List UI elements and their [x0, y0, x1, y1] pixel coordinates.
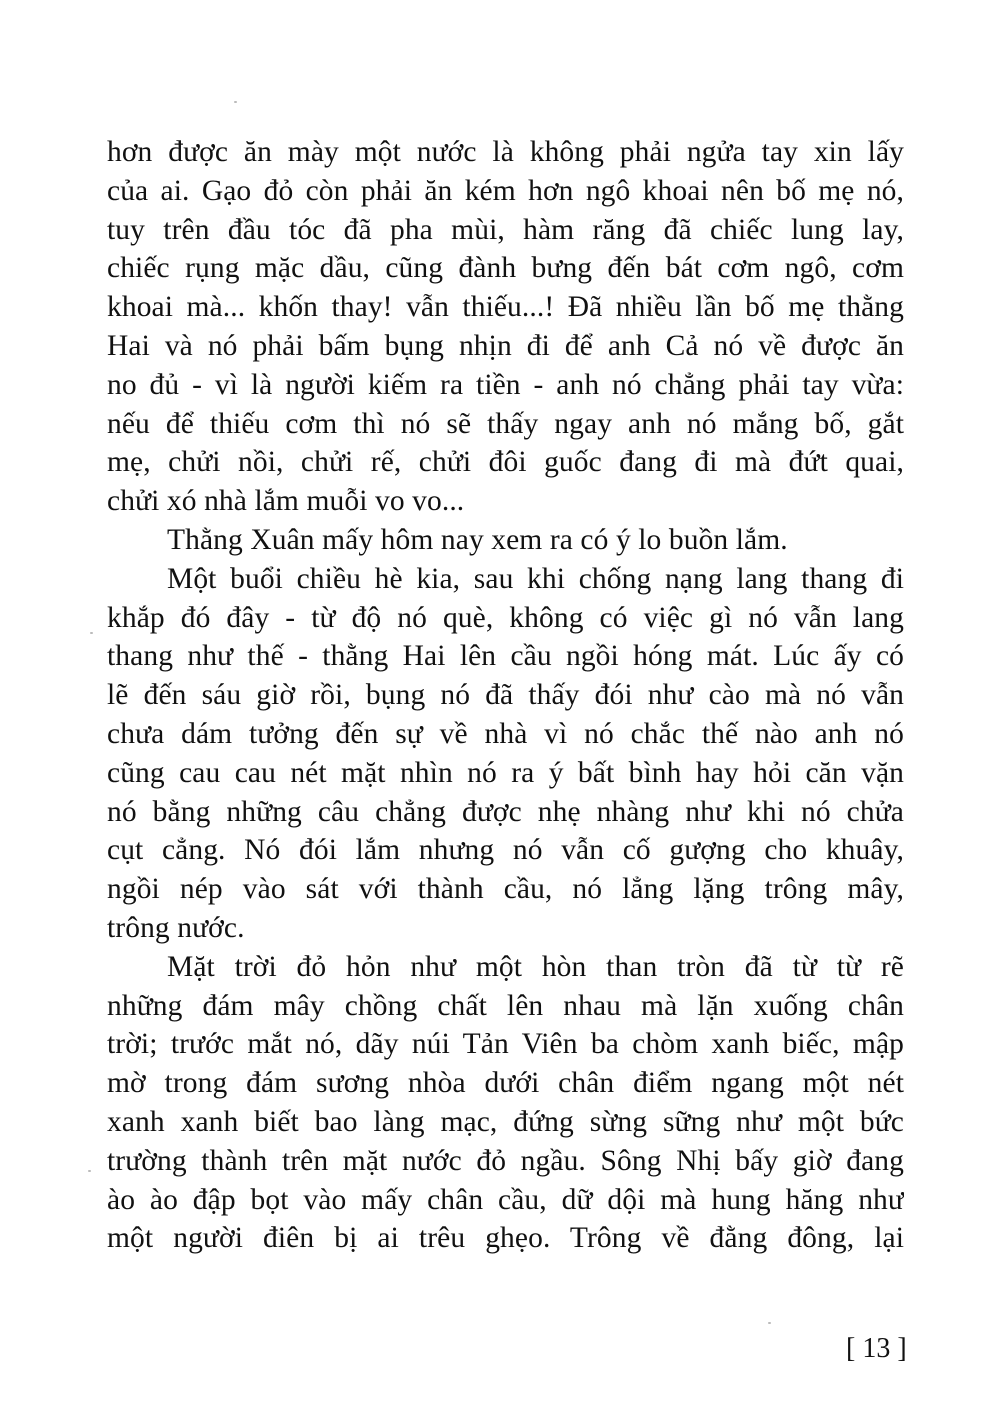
- text-line: hơn được ăn mày một nước là không phải ngửa tay xin lấy: [107, 136, 904, 168]
- text-line: Một buổi chiều hè kia, sau khi chống nạng lang thang đi: [167, 562, 904, 595]
- text-line: Mặt trời đỏ hỏn như một hòn than tròn đã từ từ rẽ: [167, 950, 904, 983]
- text-line: trời; trước mắt nó, dãy núi Tản Viên ba chòm xanh biếc, mập: [107, 1028, 904, 1061]
- text-line: tuy trên đầu tóc đã pha mùi, hàm răng đã chiếc lung lay,: [107, 213, 904, 246]
- paragraph: [107, 948, 904, 1258]
- text-line: cụt cẳng. Nó đói lắm nhưng nó vẫn cố gượng cho khuây,: [107, 834, 904, 867]
- text-line: trường thành trên mặt nước đỏ ngầu. Sông Nhị bấy giờ đang: [107, 1144, 904, 1177]
- text-line: chửi xó nhà lắm muỗi vo vo...: [107, 485, 465, 518]
- text-line: Thằng Xuân mấy hôm nay xem ra có ý lo buồn lắm.: [167, 523, 788, 556]
- text-line: ào ào đập bọt vào mấy chân cầu, dữ dội mà hung hăng như: [107, 1183, 904, 1216]
- text-line: một người điên bị ai trêu ghẹo. Trông về đằng đông, lại: [107, 1222, 904, 1255]
- text-line: xanh xanh biết bao làng mạc, đứng sừng sững như một bức: [107, 1105, 904, 1138]
- paragraph: [107, 560, 904, 948]
- text-line: nó bằng những câu chẳng được nhẹ nhàng như khi nó chửa: [107, 795, 904, 828]
- text-line: Hai và nó phải bấm bụng nhịn đi để anh Cả nó về được ăn: [107, 329, 904, 362]
- paper-speck: [88, 1170, 91, 1172]
- text-line: ngồi nép vào sát với thành cầu, nó lẳng lặng trông mây,: [107, 873, 904, 906]
- text-line: mẹ, chửi nồi, chửi rế, chửi đôi guốc đang đi mà đứt quai,: [107, 446, 904, 479]
- paper-speck: [768, 1322, 771, 1324]
- text-line: của ai. Gạo đỏ còn phải ăn kém hơn ngô khoai nên bố mẹ nó,: [107, 174, 904, 207]
- text-line: cũng cau cau nét mặt nhìn nó ra ý bất bình hay hỏi căn vặn: [107, 756, 904, 789]
- text-line: nếu để thiếu cơm thì nó sẽ thấy ngay anh nó mắng bố, gắt: [107, 407, 904, 440]
- text-line: no đủ - vì là người kiếm ra tiền - anh nó chẳng phải tay vừa:: [107, 368, 904, 401]
- text-line: chưa dám tưởng đến sự về nhà vì nó chắc thế nào anh nó: [107, 717, 904, 750]
- text-line: chiếc rụng mặc dầu, cũng đành bưng đến bát cơm ngô, cơm: [107, 252, 904, 285]
- paper-speck: [90, 632, 93, 634]
- text-line: trông nước.: [107, 911, 245, 944]
- page-number: [ 13 ]: [846, 1333, 907, 1364]
- text-line: thang như thế - thằng Hai lên cầu ngồi hóng mát. Lúc ấy có: [107, 640, 904, 673]
- text-line: khoai mà... khốn thay! vẫn thiếu...! Đã nhiều lần bố mẹ thằng: [107, 291, 904, 324]
- paragraph: [107, 133, 904, 521]
- text-line: lẽ đến sáu giờ rồi, bụng nó đã thấy đói như cào mà nó vẫn: [107, 679, 904, 712]
- text-line: những đám mây chồng chất lên nhau mà lặn xuống chân: [107, 989, 904, 1022]
- text-line: mờ trong đám sương nhòa dưới chân điểm ngang một nét: [107, 1067, 904, 1100]
- body-text: [107, 133, 904, 1258]
- text-line: khắp đó đây - từ độ nó què, không có việc gì nó vẫn lang: [107, 601, 904, 634]
- paragraph: [107, 521, 904, 560]
- paper-speck: [234, 101, 237, 103]
